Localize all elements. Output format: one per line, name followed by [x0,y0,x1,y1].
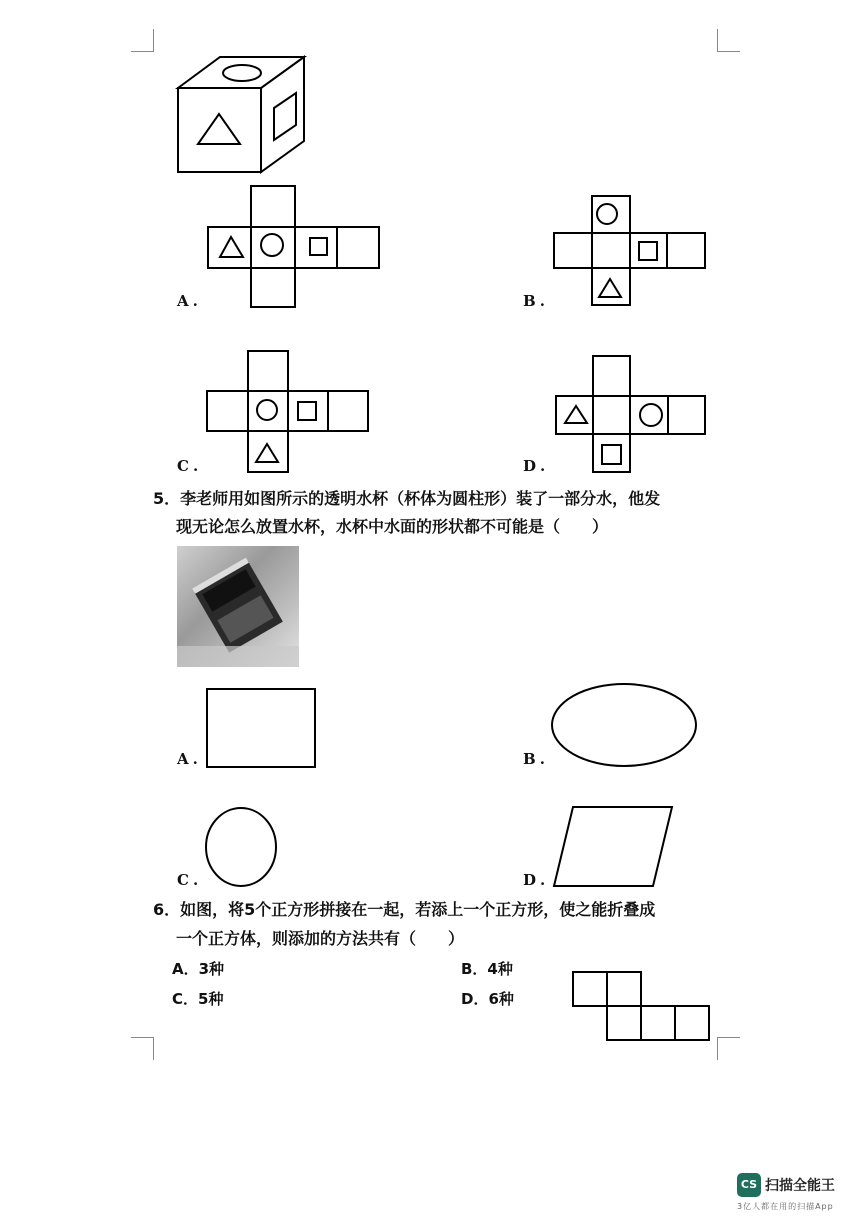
q6-option-c[interactable]: C．5种 [172,990,224,1008]
q6-option-a[interactable]: A．3种 [172,960,225,978]
q6-option-d[interactable]: D．6种 [461,990,514,1008]
q5-question-line-2: 现无论怎么放置水杯，水杯中水面的形状都不可能是（ ） [176,517,609,536]
q6-option-b[interactable]: B．4种 [461,960,513,978]
q5-question-line-1: 5．李老师用如图所示的透明水杯（杯体为圆柱形）装了一部分水，他发 [153,489,661,508]
q5-option-b-label[interactable]: B . [523,750,545,768]
q4-option-a-label[interactable]: A . [177,292,198,310]
q4-option-d-label[interactable]: D . [523,457,546,475]
q4-option-c-label[interactable]: C . [177,457,199,475]
q6-question-line-1: 6．如图，将5个正方形拼接在一起，若添上一个正方形，使之能折叠成 [153,900,656,919]
scanner-app-name: 扫描全能王 [765,1178,835,1194]
scanner-tagline: 3亿人都在用的扫描App [737,1202,834,1211]
q5-option-c-label[interactable]: C . [177,871,199,889]
scanner-logo-icon: CS [737,1173,761,1197]
q4-option-b-label[interactable]: B . [523,292,545,310]
scanner-watermark [737,1173,849,1213]
q6-question-line-2: 一个正方体，则添加的方法共有（ ） [176,929,465,948]
q5-option-a-label[interactable]: A . [177,750,198,768]
q5-option-d-label[interactable]: D . [523,871,546,889]
